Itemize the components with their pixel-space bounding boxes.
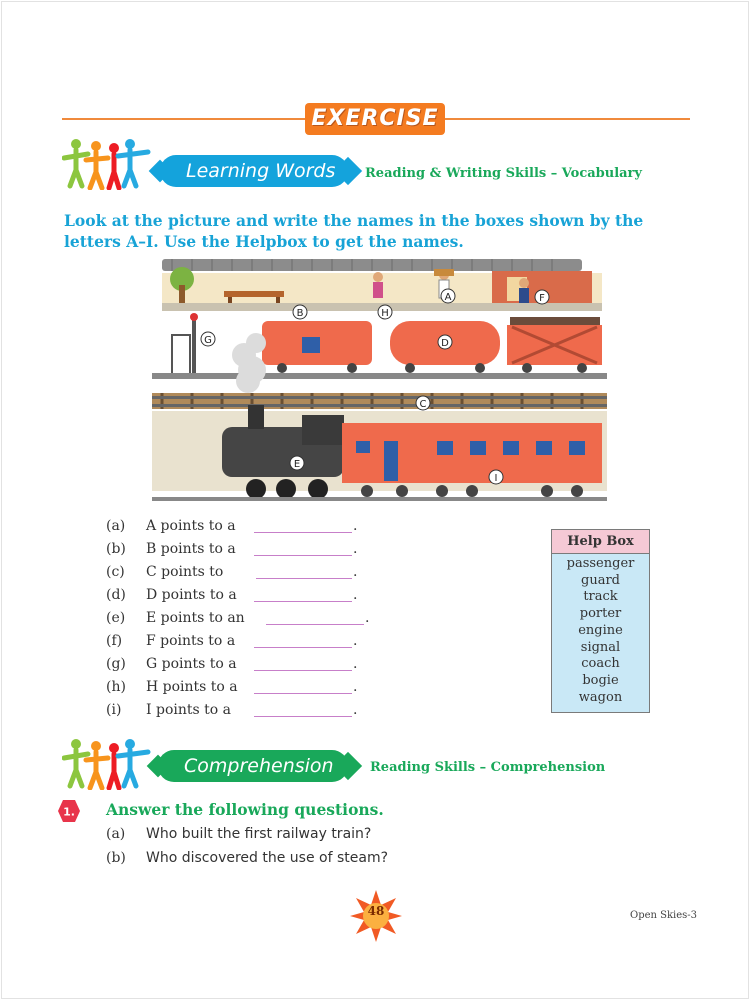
svg-text:B: B [296, 308, 304, 319]
svg-text:C: C [419, 399, 427, 410]
answer-line[interactable] [254, 647, 352, 648]
help-word: signal [580, 639, 621, 655]
answer-line[interactable] [256, 578, 352, 579]
question-title: Answer the following questions. [106, 800, 384, 819]
svg-text:1.: 1. [63, 805, 75, 819]
comprehension-banner: Comprehension [158, 750, 348, 782]
help-word: bogie [582, 672, 619, 688]
svg-text:D: D [441, 338, 449, 349]
comprehension-skill: Reading Skills – Comprehension [370, 760, 606, 775]
answer-line[interactable] [254, 716, 352, 717]
svg-text:H: H [381, 308, 389, 319]
header-rule-left [62, 118, 305, 120]
exercise-badge: EXERCISE [305, 103, 445, 135]
learning-words-skill: Reading & Writing Skills – Vocabulary [365, 166, 642, 181]
label-i [489, 470, 503, 484]
help-word: coach [581, 656, 620, 672]
header-rule-right [445, 118, 690, 120]
answer-line[interactable] [254, 555, 352, 556]
svg-text:I: I [494, 473, 498, 484]
label-c [416, 396, 430, 410]
page-number: 48 [367, 904, 385, 918]
help-word: engine [578, 622, 623, 638]
kids-group-icon [62, 136, 152, 190]
footer-brand: Open Skies-3 [630, 910, 698, 921]
railway-station-illustration [152, 255, 607, 513]
help-word: wagon [578, 689, 623, 705]
kids-group-icon [62, 736, 152, 790]
label-f [535, 290, 549, 304]
label-d [438, 335, 452, 349]
help-box [551, 529, 650, 713]
learning-words-banner: Learning Words [160, 155, 348, 187]
answer-line[interactable] [254, 693, 352, 694]
svg-text:G: G [204, 335, 212, 346]
help-word: guard [581, 572, 620, 588]
answer-line[interactable] [254, 532, 352, 533]
question-number-hexagon [57, 799, 81, 823]
help-word: porter [579, 606, 622, 622]
label-g [201, 332, 215, 346]
answer-line[interactable] [254, 601, 352, 602]
label-b [293, 305, 307, 319]
instruction-text: Look at the picture and write the names in the boxes shown by the letters A–I. Use the Helpbox to get the names. [64, 211, 644, 251]
label-e [290, 456, 304, 470]
svg-text:F: F [539, 293, 545, 304]
label-h [378, 305, 392, 319]
help-word: track [583, 589, 618, 605]
svg-text:E: E [293, 459, 301, 470]
help-word: passenger [566, 556, 635, 571]
svg-text:A: A [444, 292, 452, 303]
answer-line[interactable] [254, 670, 352, 671]
label-a [441, 289, 455, 303]
answer-line[interactable] [266, 624, 364, 625]
help-box-title: Help Box [552, 530, 649, 554]
